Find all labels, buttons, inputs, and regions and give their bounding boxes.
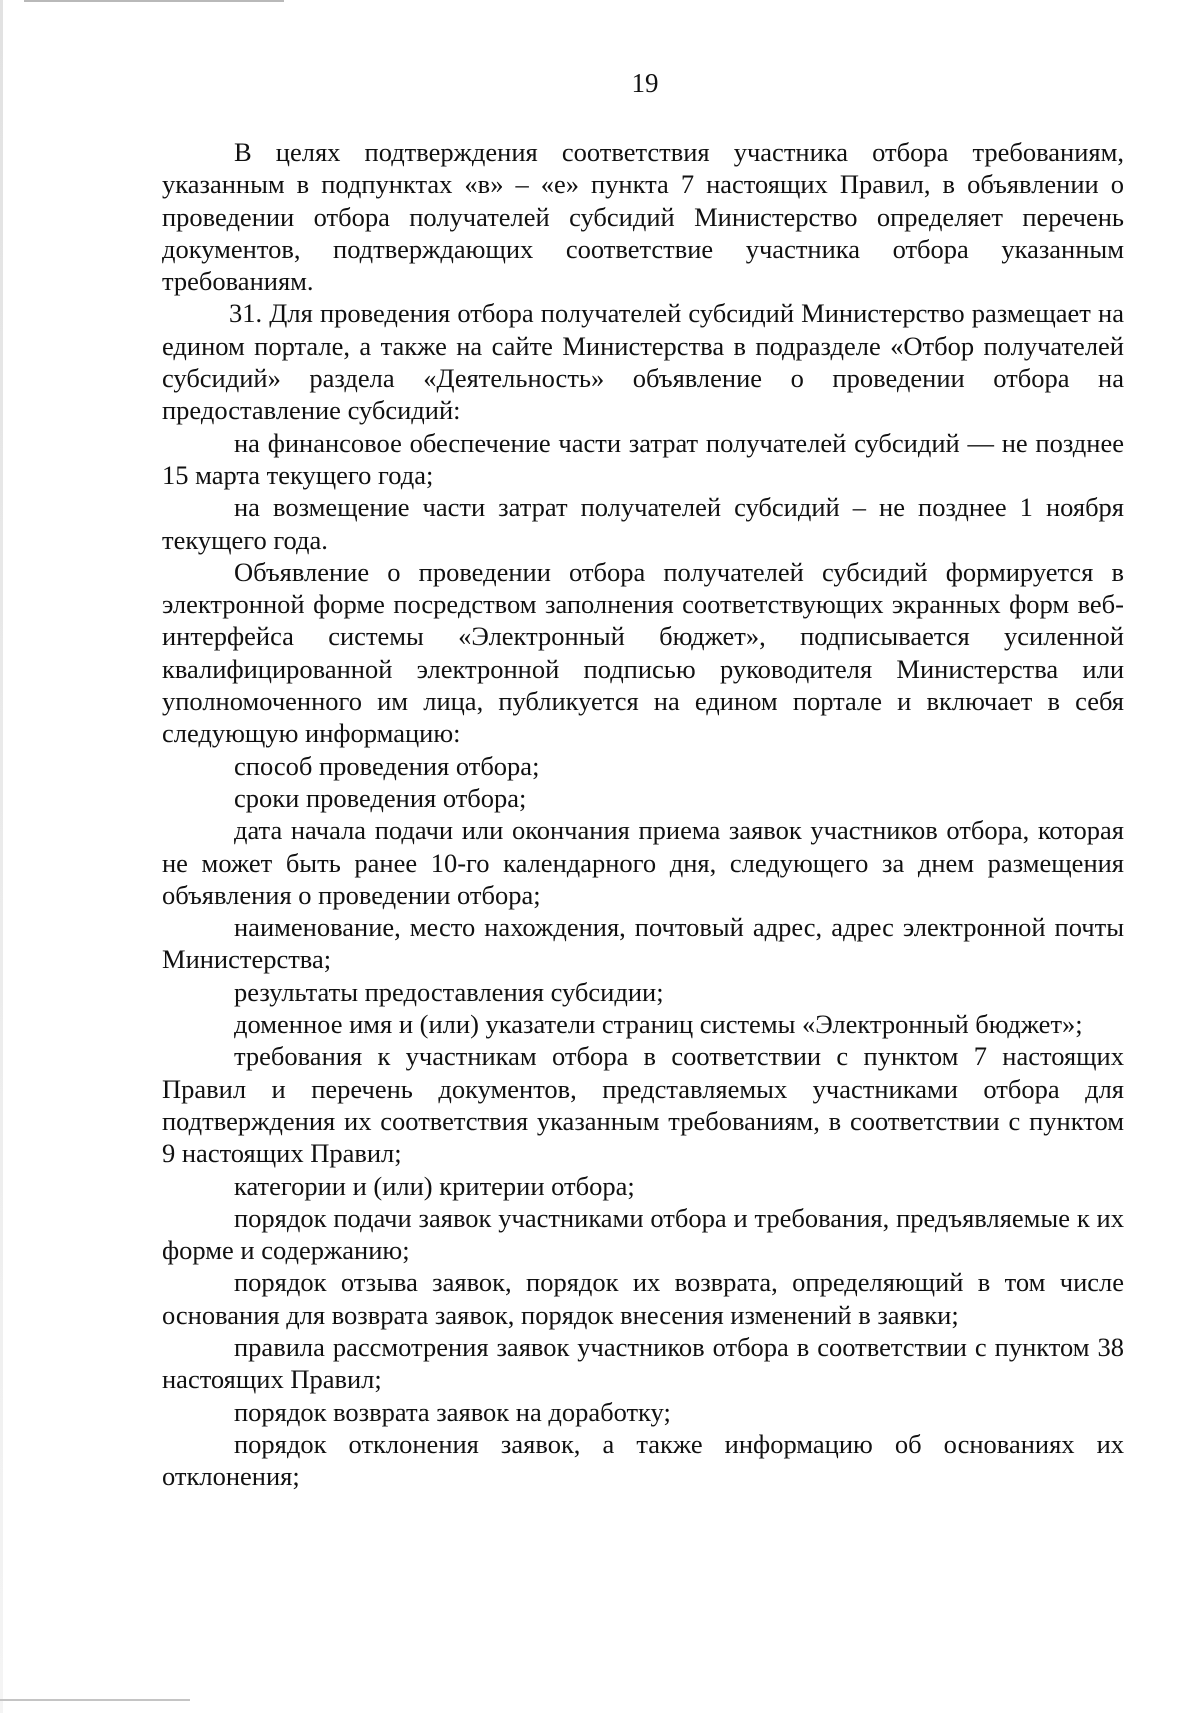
paragraph: на возмещение части затрат получателей субсидий – не позднее 1 ноября текущего года. <box>162 492 1124 555</box>
document-body <box>162 136 1124 1492</box>
paragraph: на финансовое обеспечение части затрат получателей субсидий — не позднее 15 марта текущего года; <box>162 427 1124 490</box>
list-item: результаты предоставления субсидии; <box>234 976 664 1007</box>
list-item: правила рассмотрения заявок участников отбора в соответствии с пунктом 38 настоящих Правил; <box>162 1331 1124 1395</box>
list-item: наименование, место нахождения, почтовый адрес, адрес электронной почты Министерства; <box>162 912 1124 975</box>
list-item: дата начала подачи или окончания приема заявок участников отбора, которая не может быть ранее 10-го календарного дня, следующего за днем размещения объявления о проведении отбора; <box>162 815 1124 910</box>
list-item: порядок подачи заявок участниками отбора и требования, предъявляемые к их форме и содержанию; <box>162 1202 1124 1266</box>
page-number: 19 <box>631 68 659 98</box>
list-item: порядок возврата заявок на доработку; <box>234 1396 671 1427</box>
list-item: порядок отклонения заявок, а также информацию об основаниях их отклонения; <box>162 1428 1124 1492</box>
scan-edge-left <box>0 0 3 1713</box>
list-item: порядок отзыва заявок, порядок их возврата, определяющий в том числе основания для возврата заявок, порядок внесения изменений в заявки; <box>162 1267 1124 1330</box>
paragraph: Объявление о проведении отбора получателей субсидий формируется в электронной форме посредством заполнения соответствующих экранных форм веб-интерфейса системы «Электронный бюджет», подписывается усиленной квалифицированной электронной подписью руководителя Министерства или уполномоченного им лица, публикуется на едином портале и включает в себя следующую информацию: <box>162 556 1124 749</box>
paragraph: В целях подтверждения соответствия участника отбора требованиям, указанным в подпунктах «в» – «е» пункта 7 настоящих Правил, в объявлении о проведении отбора получателей субсидий Министерство определяет перечень документов, подтверждающих соответствие участника отбора указанным требованиям. <box>162 137 1124 297</box>
list-item: категории и (или) критерии отбора; <box>234 1170 635 1201</box>
list-item: требования к участникам отбора в соответствии с пунктом 7 настоящих Правил и перечень документов, представляемых участниками отбора для подтверждения их соответствия указанным требованиям, в соответствии с пунктом 9 настоящих Правил; <box>162 1041 1124 1169</box>
list-item: сроки проведения отбора; <box>234 782 527 813</box>
scan-edge-bottom <box>0 1699 190 1701</box>
list-item: доменное имя и (или) указатели страниц системы «Электронный бюджет»; <box>234 1009 1083 1040</box>
list-item: способ проведения отбора; <box>234 750 540 781</box>
scan-edge-top <box>24 0 284 2</box>
paragraph-item-31: 31. Для проведения отбора получателей субсидий Министерство размещает на едином портале, а также на сайте Министерства в подразделе «Отбор получателей субсидий» раздела «Деятельность» объявление о проведении отбора на предоставление субсидий: <box>162 298 1124 426</box>
